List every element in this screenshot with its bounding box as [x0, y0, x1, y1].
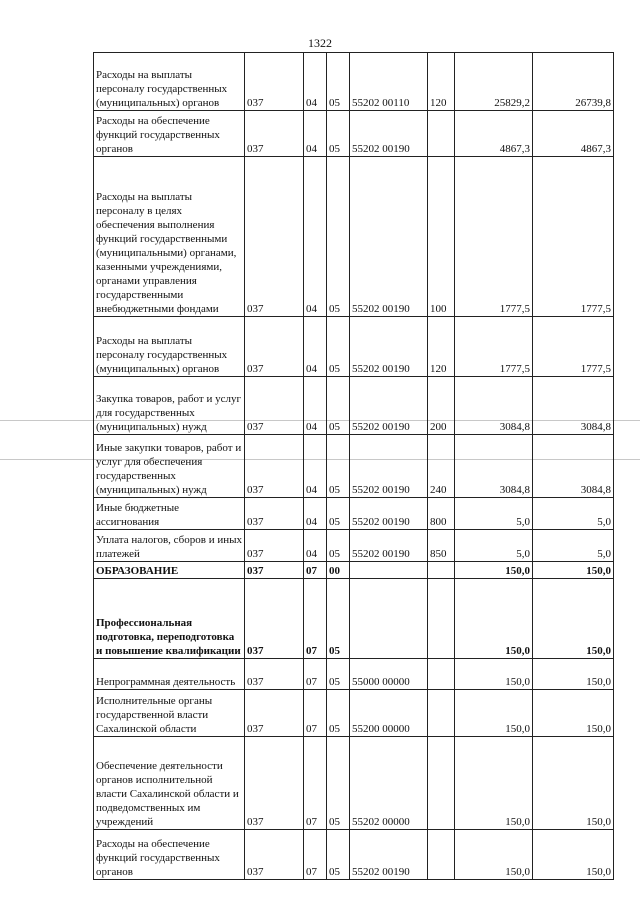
row-admin-code-cell: 037: [245, 317, 304, 377]
row-amount-year2-cell: 1777,5: [533, 317, 614, 377]
row-amount-year2-cell: 150,0: [533, 562, 614, 579]
row-subsection-cell: 05: [327, 377, 350, 435]
row-article-cell: 55202 00190: [350, 317, 428, 377]
row-article-cell: 55202 00190: [350, 157, 428, 317]
row-amount-year1-cell: 150,0: [455, 579, 533, 659]
row-subsection-cell: 05: [327, 830, 350, 880]
row-expense-type-cell: 850: [428, 530, 455, 562]
row-admin-code-cell: 037: [245, 435, 304, 498]
row-section-cell: 04: [304, 317, 327, 377]
row-expense-type-cell: 800: [428, 498, 455, 530]
row-name-cell: Профессиональная подготовка, переподготовка и повышение квалификации: [94, 579, 245, 659]
row-amount-year1-cell: 5,0: [455, 530, 533, 562]
row-subsection-cell: 05: [327, 737, 350, 830]
table-row: [94, 562, 614, 579]
row-name-cell: Иные закупки товаров, работ и услуг для обеспечения государственных (муниципальных) нужд: [94, 435, 245, 498]
row-amount-year1-cell: 25829,2: [455, 53, 533, 111]
row-subsection-cell: 05: [327, 690, 350, 737]
row-name-cell: Расходы на обеспечение функций государственных органов: [94, 111, 245, 157]
row-expense-type-cell: [428, 111, 455, 157]
row-name-cell: ОБРАЗОВАНИЕ: [94, 562, 245, 579]
row-name-cell: Расходы на выплаты персоналу государственных (муниципальных) органов: [94, 53, 245, 111]
table-row: [94, 317, 614, 377]
row-article-cell: 55200 00000: [350, 690, 428, 737]
row-admin-code-cell: 037: [245, 659, 304, 690]
row-section-cell: 04: [304, 157, 327, 317]
budget-table: [93, 52, 614, 880]
row-amount-year1-cell: 150,0: [455, 562, 533, 579]
row-expense-type-cell: 120: [428, 317, 455, 377]
row-admin-code-cell: 037: [245, 690, 304, 737]
row-expense-type-cell: 120: [428, 53, 455, 111]
row-article-cell: 55202 00110: [350, 53, 428, 111]
row-amount-year2-cell: 150,0: [533, 690, 614, 737]
row-admin-code-cell: 037: [245, 111, 304, 157]
row-section-cell: 07: [304, 562, 327, 579]
row-name-cell: Закупка товаров, работ и услуг для государственных (муниципальных) нужд: [94, 377, 245, 435]
row-amount-year1-cell: 150,0: [455, 659, 533, 690]
row-section-cell: 04: [304, 530, 327, 562]
row-article-cell: 55202 00190: [350, 530, 428, 562]
row-expense-type-cell: 240: [428, 435, 455, 498]
row-amount-year2-cell: 150,0: [533, 737, 614, 830]
row-section-cell: 07: [304, 690, 327, 737]
row-expense-type-cell: [428, 830, 455, 880]
row-amount-year1-cell: 150,0: [455, 830, 533, 880]
row-amount-year1-cell: 1777,5: [455, 157, 533, 317]
row-expense-type-cell: 200: [428, 377, 455, 435]
row-section-cell: 07: [304, 830, 327, 880]
row-expense-type-cell: 100: [428, 157, 455, 317]
row-name-cell: Исполнительные органы государственной власти Сахалинской области: [94, 690, 245, 737]
row-section-cell: 04: [304, 498, 327, 530]
table-row: [94, 435, 614, 498]
row-subsection-cell: 05: [327, 659, 350, 690]
row-article-cell: [350, 562, 428, 579]
row-amount-year1-cell: 3084,8: [455, 435, 533, 498]
page-number: 1322: [308, 36, 332, 50]
row-admin-code-cell: 037: [245, 498, 304, 530]
row-amount-year2-cell: 1777,5: [533, 157, 614, 317]
row-section-cell: 07: [304, 737, 327, 830]
row-subsection-cell: 05: [327, 435, 350, 498]
row-amount-year2-cell: 4867,3: [533, 111, 614, 157]
row-amount-year2-cell: 150,0: [533, 830, 614, 880]
row-amount-year1-cell: 150,0: [455, 737, 533, 830]
row-subsection-cell: 05: [327, 317, 350, 377]
row-section-cell: 04: [304, 435, 327, 498]
row-subsection-cell: 05: [327, 498, 350, 530]
row-admin-code-cell: 037: [245, 377, 304, 435]
table-row: [94, 157, 614, 317]
row-name-cell: Обеспечение деятельности органов исполнительной власти Сахалинской области и подведомственных им учреждений: [94, 737, 245, 830]
table-row: [94, 830, 614, 880]
row-amount-year2-cell: 3084,8: [533, 377, 614, 435]
row-amount-year1-cell: 5,0: [455, 498, 533, 530]
table-row: [94, 737, 614, 830]
row-admin-code-cell: 037: [245, 53, 304, 111]
table-row: [94, 111, 614, 157]
row-amount-year2-cell: 150,0: [533, 579, 614, 659]
row-subsection-cell: 05: [327, 579, 350, 659]
row-name-cell: Непрограммная деятельность: [94, 659, 245, 690]
row-name-cell: Иные бюджетные ассигнования: [94, 498, 245, 530]
row-amount-year2-cell: 5,0: [533, 498, 614, 530]
row-section-cell: 04: [304, 111, 327, 157]
row-name-cell: Расходы на выплаты персоналу государственных (муниципальных) органов: [94, 317, 245, 377]
table-row: [94, 690, 614, 737]
row-admin-code-cell: 037: [245, 737, 304, 830]
row-article-cell: 55000 00000: [350, 659, 428, 690]
table-row: [94, 498, 614, 530]
row-subsection-cell: 05: [327, 53, 350, 111]
row-amount-year1-cell: 4867,3: [455, 111, 533, 157]
row-subsection-cell: 00: [327, 562, 350, 579]
row-expense-type-cell: [428, 562, 455, 579]
row-article-cell: 55202 00190: [350, 830, 428, 880]
row-admin-code-cell: 037: [245, 157, 304, 317]
row-article-cell: [350, 579, 428, 659]
row-section-cell: 04: [304, 53, 327, 111]
row-article-cell: 55202 00190: [350, 435, 428, 498]
row-admin-code-cell: 037: [245, 579, 304, 659]
row-admin-code-cell: 037: [245, 530, 304, 562]
row-section-cell: 07: [304, 659, 327, 690]
row-article-cell: 55202 00000: [350, 737, 428, 830]
row-article-cell: 55202 00190: [350, 111, 428, 157]
row-admin-code-cell: 037: [245, 830, 304, 880]
row-amount-year1-cell: 1777,5: [455, 317, 533, 377]
row-subsection-cell: 05: [327, 157, 350, 317]
row-article-cell: 55202 00190: [350, 498, 428, 530]
row-amount-year2-cell: 26739,8: [533, 53, 614, 111]
row-amount-year1-cell: 150,0: [455, 690, 533, 737]
row-article-cell: 55202 00190: [350, 377, 428, 435]
row-name-cell: Расходы на выплаты персоналу в целях обеспечения выполнения функций государственными (муниципальными) органами, казенными учреждениями, органами управления государственными внебюджетными фондами: [94, 157, 245, 317]
row-amount-year2-cell: 150,0: [533, 659, 614, 690]
row-section-cell: 07: [304, 579, 327, 659]
row-expense-type-cell: [428, 579, 455, 659]
table-row: [94, 579, 614, 659]
row-section-cell: 04: [304, 377, 327, 435]
row-name-cell: Уплата налогов, сборов и иных платежей: [94, 530, 245, 562]
row-amount-year1-cell: 3084,8: [455, 377, 533, 435]
row-expense-type-cell: [428, 690, 455, 737]
row-name-cell: Расходы на обеспечение функций государственных органов: [94, 830, 245, 880]
table-row: [94, 659, 614, 690]
row-expense-type-cell: [428, 659, 455, 690]
table-row: [94, 530, 614, 562]
row-amount-year2-cell: 5,0: [533, 530, 614, 562]
row-expense-type-cell: [428, 737, 455, 830]
row-subsection-cell: 05: [327, 530, 350, 562]
row-amount-year2-cell: 3084,8: [533, 435, 614, 498]
row-subsection-cell: 05: [327, 111, 350, 157]
table-row: [94, 377, 614, 435]
table-row: [94, 53, 614, 111]
row-admin-code-cell: 037: [245, 562, 304, 579]
budget-table-body: [94, 53, 614, 880]
